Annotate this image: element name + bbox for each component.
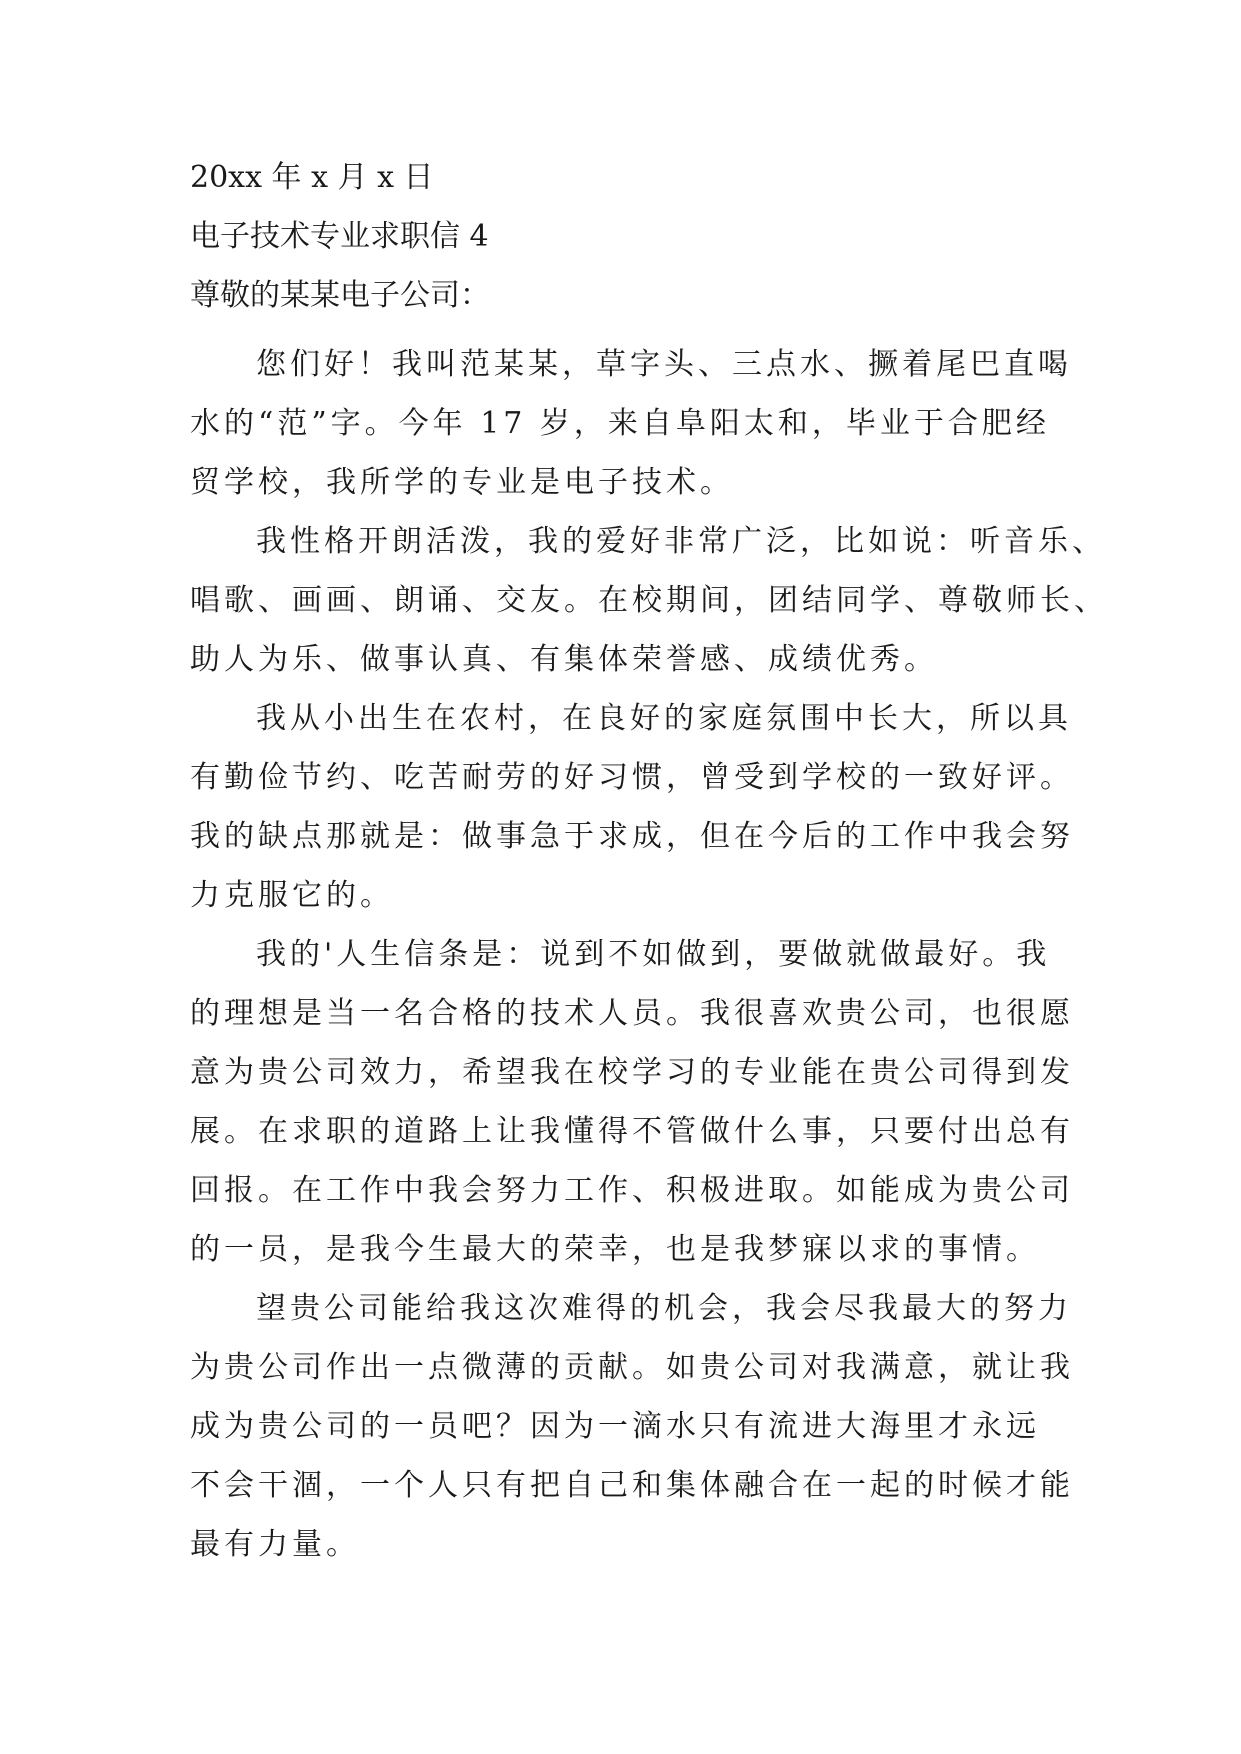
paragraph-introduction (190, 335, 1070, 512)
paragraph-line: 您们好！我叫范某某，草字头、三点水、撅着尾巴直喝 (256, 347, 1072, 382)
paragraph-line: 水的“范”字。今年 17 岁，来自阜阳太和，毕业于合肥经 (190, 406, 1050, 441)
letter-date: 20xx 年 x 月 x 日 (190, 160, 434, 195)
paragraph-line: 回报。在工作中我会努力工作、积极进取。如能成为贵公司 (190, 1173, 1074, 1208)
paragraph-motto (190, 925, 1074, 1279)
paragraph-line: 有勤俭节约、吃苦耐劳的好习惯，曾受到学校的一致好评。 (190, 760, 1074, 795)
paragraph-personality (190, 512, 1108, 689)
paragraph-line: 贸学校，我所学的专业是电子技术。 (190, 465, 734, 500)
paragraph-line: 不会干涸，一个人只有把自己和集体融合在一起的时候才能 (190, 1468, 1074, 1503)
paragraph-line: 的一员，是我今生最大的荣幸，也是我梦寐以求的事情。 (190, 1232, 1040, 1267)
paragraph-line: 望贵公司能给我这次难得的机会，我会尽我最大的努力 (256, 1291, 1072, 1326)
paragraph-line: 我从小出生在农村，在良好的家庭氛围中长大，所以具 (256, 701, 1072, 736)
letter-title: 电子技术专业求职信 4 (190, 219, 489, 254)
paragraph-line: 最有力量。 (190, 1527, 360, 1562)
letter-salutation: 尊敬的某某电子公司： (190, 278, 490, 313)
paragraph-background (190, 689, 1074, 925)
paragraph-line: 的理想是当一名合格的技术人员。我很喜欢贵公司，也很愿 (190, 996, 1074, 1031)
paragraph-line: 唱歌、画画、朗诵、交友。在校期间，团结同学、尊敬师长、 (190, 583, 1108, 618)
paragraph-line: 助人为乐、做事认真、有集体荣誉感、成绩优秀。 (190, 642, 938, 677)
paragraph-line: 力克服它的。 (190, 878, 394, 913)
paragraph-line: 成为贵公司的一员吧？因为一滴水只有流进大海里才永远 (190, 1409, 1040, 1444)
paragraph-line: 展。在求职的道路上让我懂得不管做什么事，只要付出总有 (190, 1114, 1074, 1149)
paragraph-line: 我的缺点那就是：做事急于求成，但在今后的工作中我会努 (190, 819, 1074, 854)
letter-body (190, 158, 1108, 1574)
paragraph-closing (190, 1279, 1074, 1574)
paragraph-line: 为贵公司作出一点微薄的贡献。如贵公司对我满意，就让我 (190, 1350, 1074, 1385)
paragraph-line: 我的'人生信条是：说到不如做到，要做就做最好。我 (256, 937, 1051, 972)
paragraph-line: 意为贵公司效力，希望我在校学习的专业能在贵公司得到发 (190, 1055, 1074, 1090)
paragraph-line: 我性格开朗活泼，我的爱好非常广泛，比如说：听音乐、 (256, 524, 1106, 559)
